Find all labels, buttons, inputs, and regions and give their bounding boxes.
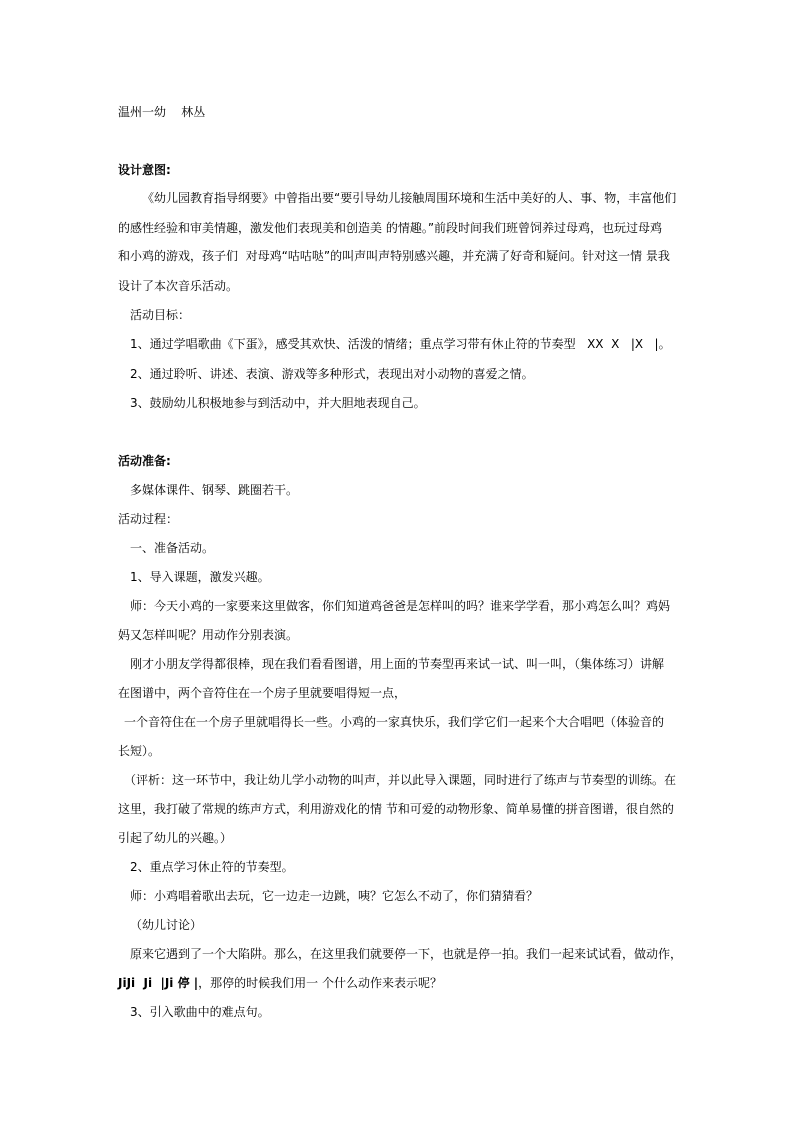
teacher-dialogue-line: 妈又怎样叫呢？用动作分别表演。 bbox=[118, 628, 299, 642]
trap-paragraph-text: ，那停的时候我们用一 个什么动作来表示呢？ bbox=[198, 976, 442, 990]
author-line: 温州一幼 林丛 bbox=[118, 105, 206, 119]
design-paragraph-line: 和小鸡的游戏，孩子们 对母鸡“咕咕哒”的叫声叫声特别感兴趣，并充满了好奇和疑问。针对这一情 景我 bbox=[118, 249, 670, 263]
practice-paragraph-line: 刚才小朋友学得都很棒，现在我们看看图谱，用上面的节奏型再来试一试、叫一叫，（集体练习）讲解 bbox=[130, 657, 665, 671]
comment-paragraph-line: （评析：这一环节中，我让幼儿学小动物的叫声，并以此导入课题，同时进行了练声与节奏型的训练。在 bbox=[124, 773, 677, 787]
goal-item-1: 1、通过学唱歌曲《下蛋》，感受其欢快、活泼的情绪；重点学习带有休止符的节奏型 XX X |X |。 bbox=[130, 337, 671, 351]
activity-goals-heading: 活动目标： bbox=[130, 308, 191, 322]
substep-3-heading: 3、引入歌曲中的难点句。 bbox=[130, 1005, 270, 1019]
rhythm-notation: JiJi Ji |Ji 停 | bbox=[118, 976, 199, 990]
activity-prep-heading: 活动准备: bbox=[118, 454, 171, 468]
practice-paragraph-line: 长短）。 bbox=[118, 744, 161, 758]
prep-items: 多媒体课件、钢琴、跳圈若干。 bbox=[130, 483, 299, 497]
substep-1-heading: 1、导入课题，激发兴趣。 bbox=[130, 570, 270, 584]
discussion-note: （幼儿讨论） bbox=[130, 918, 203, 932]
practice-paragraph-line: 在图谱中，两个音符住在一个房子里就要唱得短一点， bbox=[118, 686, 407, 700]
activity-process-heading: 活动过程： bbox=[118, 512, 179, 526]
design-paragraph-line: 设计了本次音乐活动。 bbox=[118, 279, 239, 293]
design-paragraph-line: 的感性经验和审美情趣，激发他们表现美和创造美 的情趣。”前段时间我们班曾饲养过母鸡，也玩过母鸡 bbox=[118, 221, 663, 235]
substep-2-heading: 2、重点学习休止符的节奏型。 bbox=[130, 860, 294, 874]
teacher-dialogue-line: 师：今天小鸡的一家要来这里做客，你们知道鸡爸爸是怎样叫的吗？谁来学学看，那小鸡怎么叫？鸡妈 bbox=[130, 599, 671, 613]
practice-paragraph-line: 一个音符住在一个房子里就唱得长一些。小鸡的一家真快乐，我们学它们一起来个大合唱吧（体验音的 bbox=[124, 715, 665, 729]
design-intent-heading: 设计意图: bbox=[118, 163, 171, 177]
teacher-question-line: 师：小鸡唱着歌出去玩，它一边走一边跳，咦？它怎么不动了，你们猜猜看？ bbox=[130, 889, 539, 903]
goal-item-3: 3、鼓励幼儿积极地参与到活动中，并大胆地表现自己。 bbox=[130, 396, 426, 410]
design-paragraph-line: 《幼儿园教育指导纲要》中曾指出要“要引导幼儿接触周围环境和生活中美好的人、事、物，丰富他们 bbox=[142, 191, 677, 205]
comment-paragraph-line: 这里，我打破了常规的练声方式，利用游戏化的情 节和可爱的动物形象、简单易懂的拼音图谱，很自然的 bbox=[118, 802, 674, 816]
trap-paragraph-line bbox=[118, 975, 442, 991]
comment-paragraph-line: 引起了幼儿的兴趣。） bbox=[118, 831, 233, 845]
goal-item-2: 2、通过聆听、讲述、表演、游戏等多种形式，表现出对小动物的喜爱之情。 bbox=[130, 367, 534, 381]
trap-paragraph-line: 原来它遇到了一个大陷阱。那么，在这里我们就要停一下，也就是停一拍。我们一起来试试看，做动作， bbox=[130, 947, 683, 961]
step-1-heading: 一、准备活动。 bbox=[130, 541, 215, 555]
